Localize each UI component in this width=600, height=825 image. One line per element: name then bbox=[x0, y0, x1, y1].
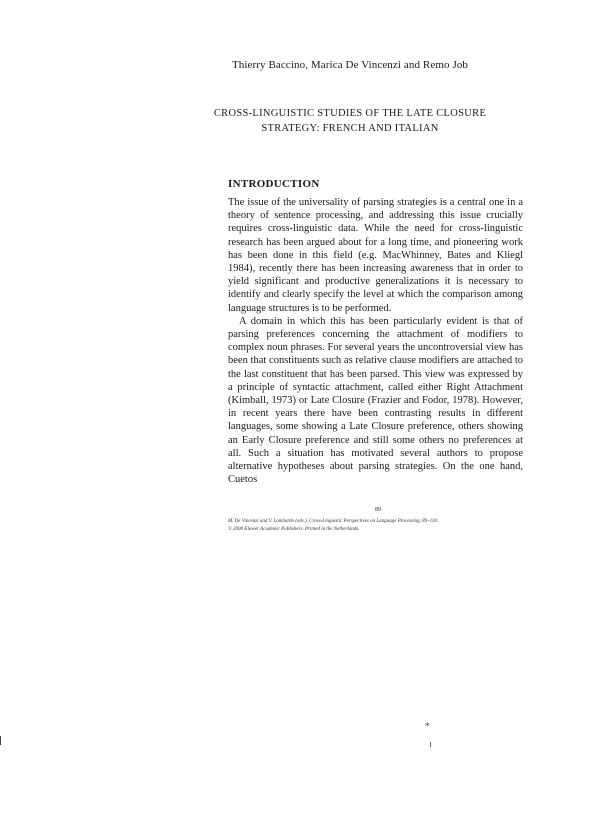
scan-edge-mark bbox=[0, 736, 1, 745]
page-number: 89 bbox=[375, 507, 381, 513]
copyright-footer bbox=[228, 518, 528, 534]
body-text bbox=[228, 196, 523, 486]
scan-tick-mark bbox=[430, 742, 431, 747]
title-line-1: CROSS-LINGUISTIC STUDIES OF THE LATE CLOSURE bbox=[213, 108, 487, 119]
paper-title bbox=[180, 106, 520, 136]
running-header-authors: Thierry Baccino, Marica De Vincenzi and Remo Job bbox=[231, 59, 469, 71]
footer-copyright: © 2000 Kluwer Academic Publishers. Printed in the Netherlands. bbox=[228, 527, 360, 532]
paragraph-2: A domain in which this has been particularly evident is that of parsing preferences concerning the attachment of modifiers to complex noun phrases. For several years the uncontroversial view has been that constituents such as relative clause modifiers are attached to the last constituent that has been parsed. This view was expressed by a principle of syntactic attachment, called either Right Attachment (Kimball, 1973) or Late Closure (Frazier and Fodor, 1978). However, in recent years there have been contrasting results in different languages, some showing a Late Closure preference, others showing an Early Closure preference and still some others no preferences at all. Such a situation has motivated several authors to propose alternative hypotheses about parsing strategies. On the one hand, Cuetos bbox=[228, 315, 523, 486]
title-line-2: STRATEGY: FRENCH AND ITALIAN bbox=[261, 123, 439, 134]
footer-citation: M. De Vincenzi and V. Lombardo (eds.), Cross-Linguistic Perspectives on Language Processing, 89–118. bbox=[228, 519, 438, 524]
paragraph-1: The issue of the universality of parsing strategies is a central one in a theory of sentence processing, and addressing this issue crucially requires cross-linguistic data. While the need for cross-linguistic research has been argued about for a long time, and pioneering work has been done in this field (e.g. MacWhinney, Bates and Kliegl 1984), recently there has been increasing awareness that in order to yield significant and productive generalizations it is necessary to identify and clearly specify the level at which the comparison among language structures is to be performed. bbox=[228, 197, 523, 314]
section-heading: INTRODUCTION bbox=[228, 178, 320, 190]
margin-mark: ⁎ bbox=[425, 718, 430, 728]
